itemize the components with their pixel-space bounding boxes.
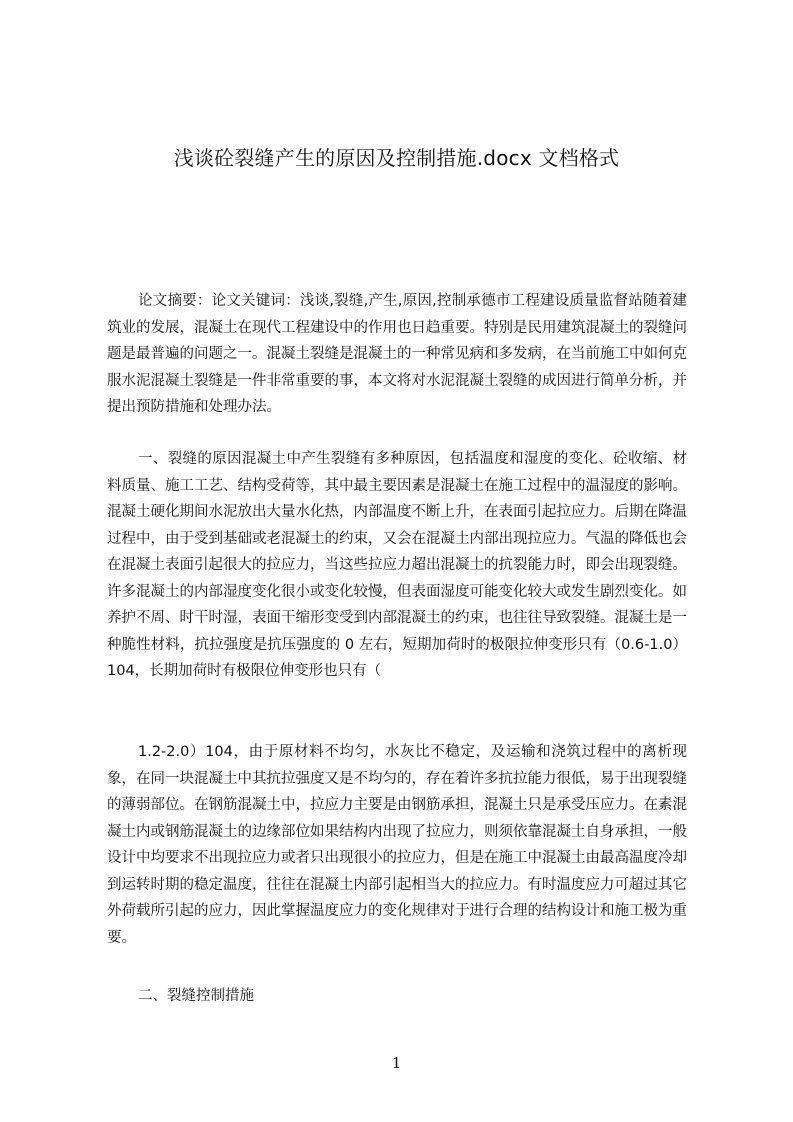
document-title: 浅谈砼裂缝产生的原因及控制措施.docx 文档格式 <box>173 146 620 170</box>
section1-paragraph-1: 一、裂缝的原因混凝土中产生裂缝有多种原因，包括温度和湿度的变化、砼收缩、材料质量、施工工艺、结构受荷等，其中最主要因素是混凝土在施工过程中的温湿度的影响。混凝土硬化期间水泥放出大量水化热，内部温度不断上升，在表面引起拉应力。后期在降温过程中，由于受到基础或老混凝土的约束，又会在混凝土内部出现拉应力。气温的降低也会在混凝土表面引起很大的拉应力，当这些拉应力超出混凝土的抗裂能力时，即会出现裂缝。许多混凝土的内部湿度变化很小或变化较慢，但表面湿度可能变化较大或发生剧烈变化。如养护不周、时干时湿，表面干缩形变受到内部混凝土的约束，也往往导致裂缝。混凝土是一种脆性材料，抗拉强度是抗压强度的 0 左右，短期加荷时的极限拉伸变形只有（0.6-1.0）104，长期加荷时有极限位伸变形也只有（ <box>107 451 687 679</box>
section1-paragraph-2: 1.2-2.0）104，由于原材料不均匀，水灰比不稳定，及运输和浇筑过程中的离析现象，在同一块混凝土中其抗拉强度又是不均匀的，存在着许多抗拉能力很低，易于出现裂缝的薄弱部位。在钢筋混凝土中，拉应力主要是由钢筋承担，混凝土只是承受压应力。在素混凝土内或钢筋混凝土的边缘部位如果结构内出现了拉应力，则须依靠混凝土自身承担，一般设计中均要求不出现拉应力或者只出现很小的拉应力，但是在施工中混凝土由最高温度冷却到运转时期的稳定温度，往往在混凝土内部引起相当大的拉应力。有时温度应力可超过其它外荷载所引起的应力，因此掌握温度应力的变化规律对于进行合理的结构设计和施工极为重要。 <box>107 744 687 946</box>
section2-heading: 二、裂缝控制措施 <box>138 988 254 1004</box>
section2-block <box>107 983 687 1010</box>
page-number: 1 <box>391 1054 402 1072</box>
abstract-block <box>107 288 687 421</box>
section1-block <box>107 446 687 685</box>
abstract-paragraph: 论文摘要：论文关键词：浅谈,裂缝,产生,原因,控制承德市工程建设质量监督站随着建筑业的发展，混凝土在现代工程建设中的作用也日趋重要。特别是民用建筑混凝土的裂缝问题是最普遍的问题之一。混凝土裂缝是混凝土的一种常见病和多发病，在当前施工中如何克服水泥混凝土裂缝是一件非常重要的事，本文将对水泥混凝土裂缝的成因进行简单分析，并提出预防措施和处理办法。 <box>107 293 687 415</box>
section1-continuation-block <box>107 739 687 951</box>
